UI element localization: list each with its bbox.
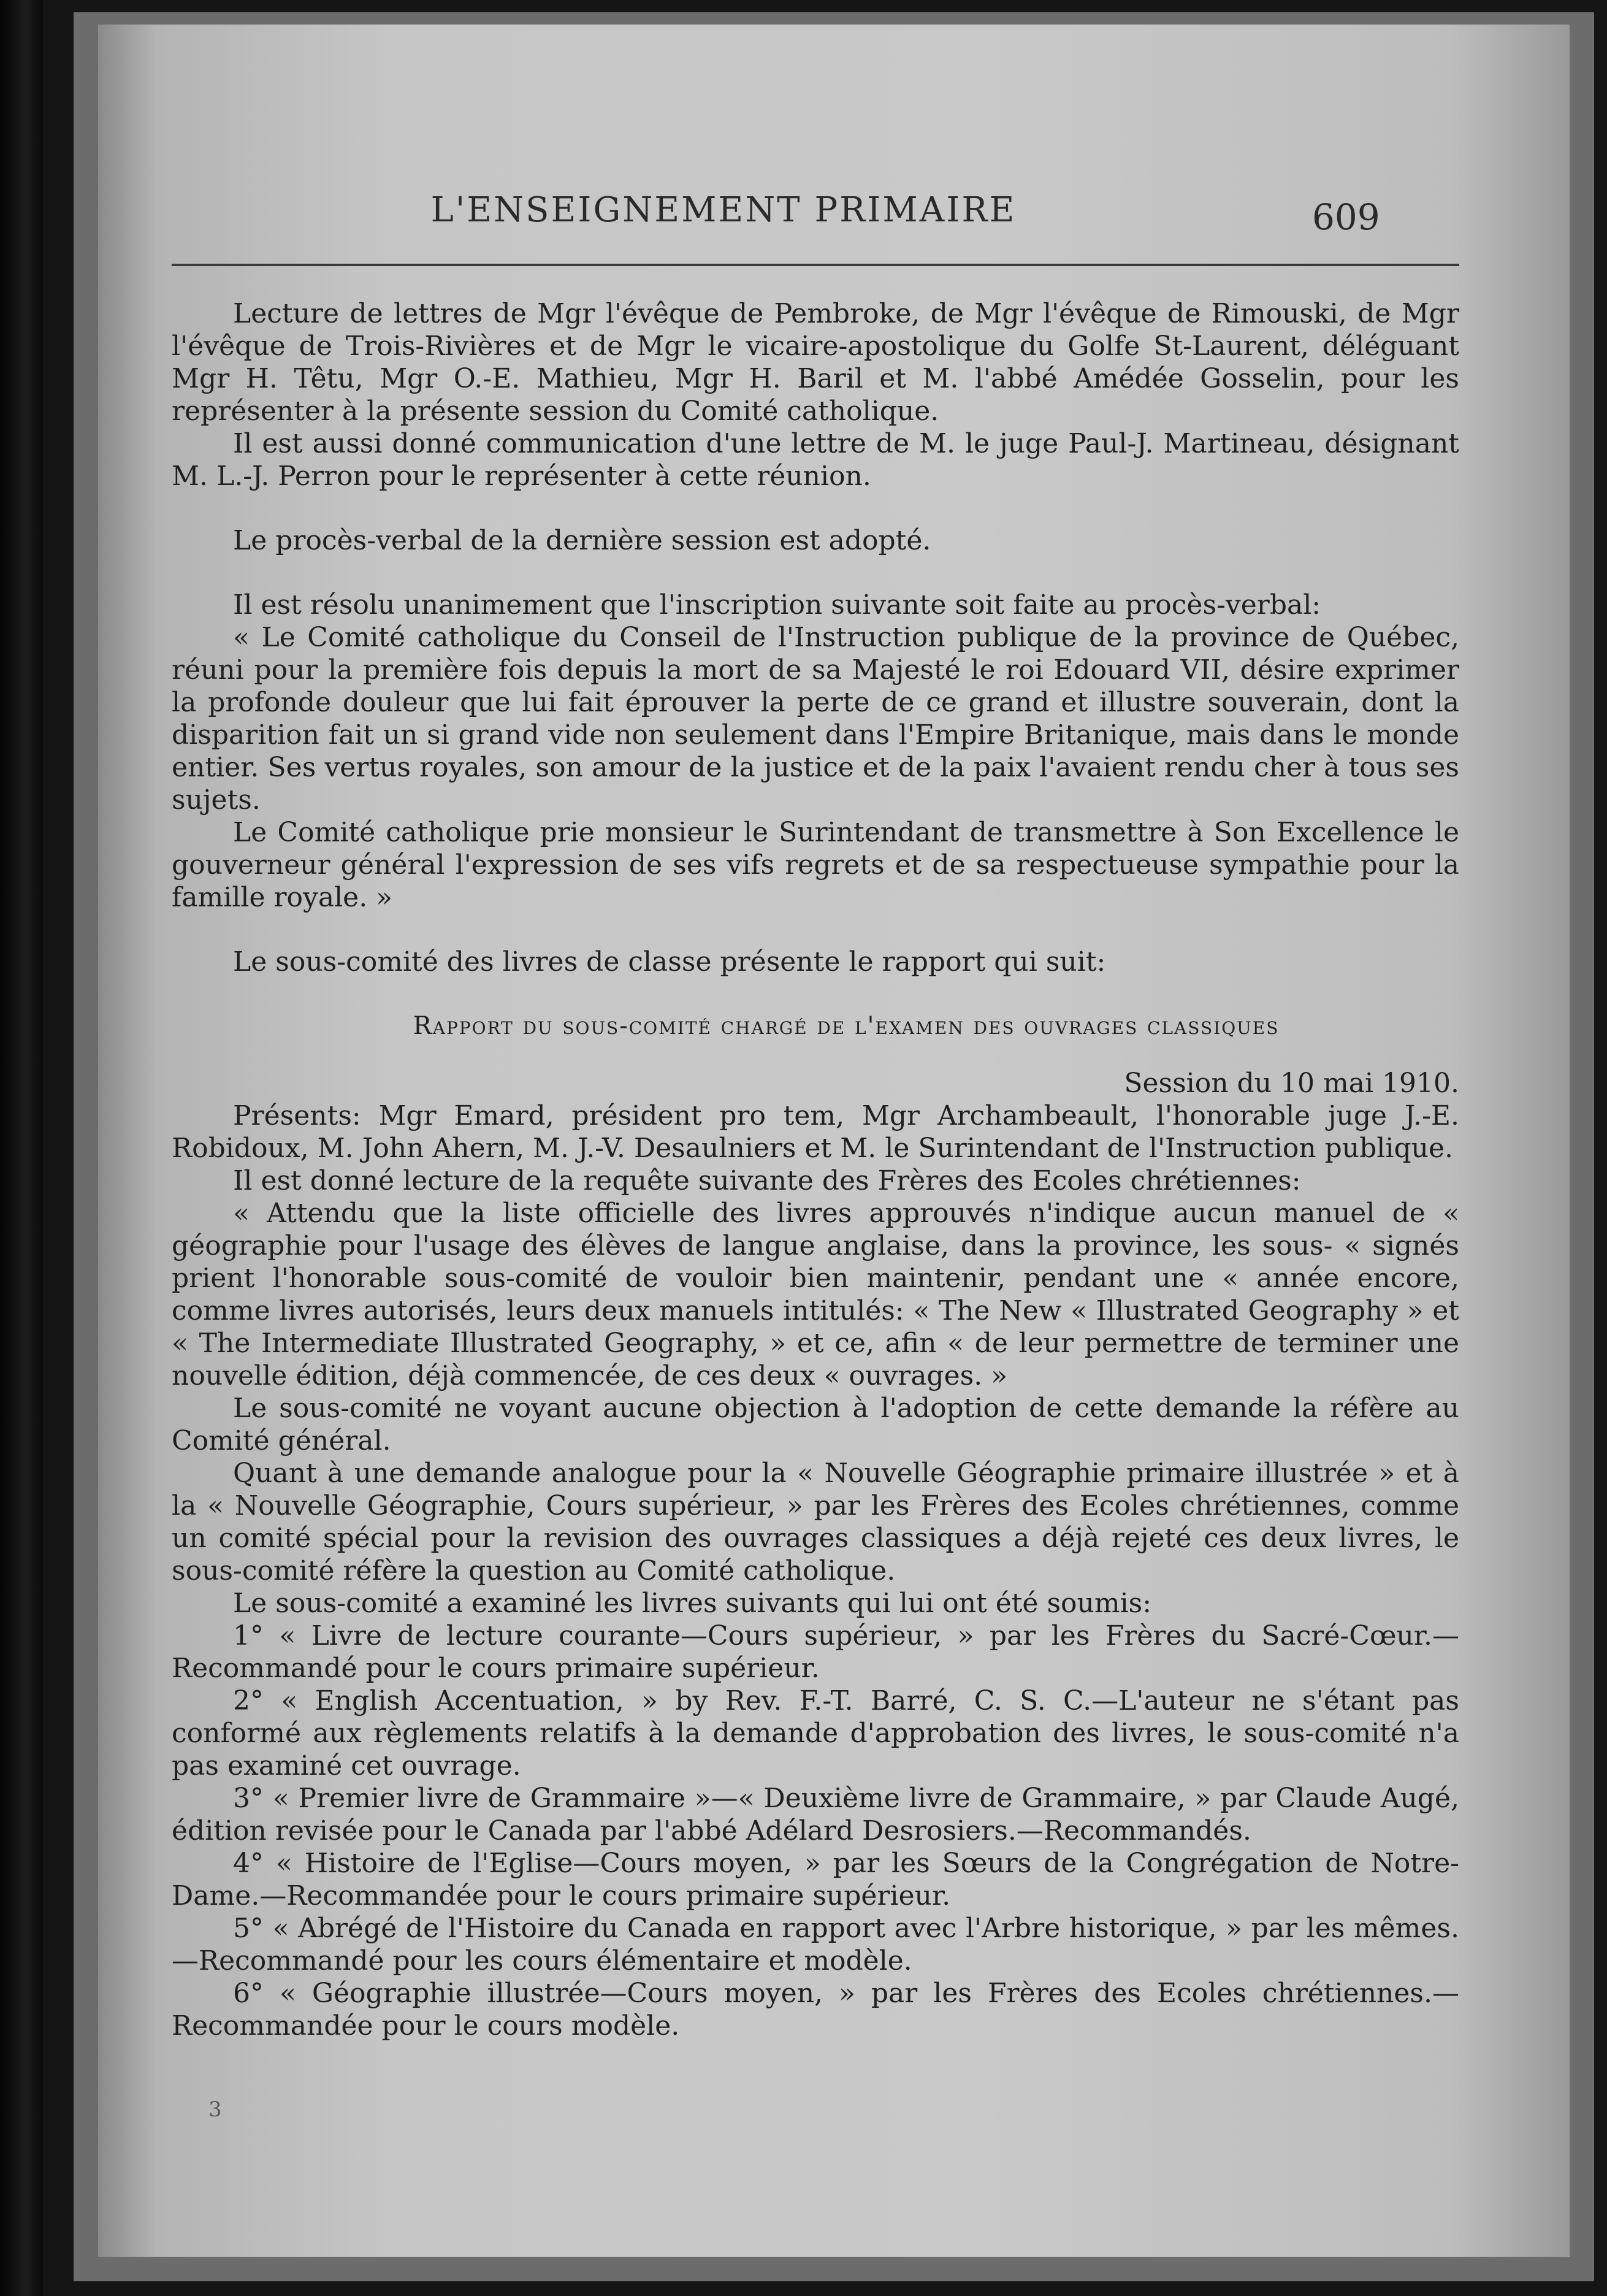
paragraph-present: Présents: Mgr Emard, président pro tem, Mgr Archambeault, l'honorable juge J.-E. Robidoux, M. John Ahern, M. J.-V. Desaulniers et M. le Surintendant de l'Instruction publique. [172,1100,1459,1164]
scan-edge [0,0,43,2296]
paragraph-inscription: « Le Comité catholique du Conseil de l'Instruction publique de la province de Québec, réuni pour la première fois depuis la mort de sa Majesté le roi Edouard VII, désire exprimer la profonde douleur que lui fait éprouver la perte de ce grand et illustre souverain, dont la disparition fait un si grand vide non seulement dans l'Empire Britanique, mais dans le monde entier. Ses vertus royales, son amour de la justice et de la paix l'avaient rendu cher à tous ses sujets. [172,622,1459,816]
document-page [98,25,1570,2257]
paragraph-analogous-request: Quant à une demande analogue pour la « Nouvelle Géographie primaire illustrée » et à la « Nouvelle Géographie, Cours supérieur, » par les Frères des Ecoles chrétiennes, comme un comité spécial pour la revision des ouvrages classiques a déjà rejeté ces deux livres, le sous-comité réfère la question au Comité catholique. [172,1458,1459,1586]
list-item: 2° « English Accentuation, » by Rev. F.-T. Barré, C. S. C.—L'auteur ne s'étant pas conformé aux règlements relatifs à la demande d'approbation des livres, le sous-comité n'a pas examiné cet ouvrage. [172,1685,1459,1781]
paragraph-no-objection: Le sous-comité ne voyant aucune objection à l'adoption de cette demande la réfère au Comité général. [172,1393,1459,1456]
list-item: 5° « Abrégé de l'Histoire du Canada en rapport avec l'Arbre historique, » par les mêmes.—Recommandé pour les cours élémentaire et modèle. [172,1913,1459,1976]
paragraph-letters: Lecture de lettres de Mgr l'évêque de Pembroke, de Mgr l'évêque de Rimouski, de Mgr l'évêque de Trois-Rivières et de Mgr le vicaire-apostolique du Golfe St-Laurent, déléguant Mgr H. Têtu, Mgr O.-E. Mathieu, Mgr H. Baril et M. l'abbé Amédée Gosselin, pour les représenter à la présente session du Comité catholique. [172,298,1459,427]
list-item: 3° « Premier livre de Grammaire »—« Deuxième livre de Grammaire, » par Claude Augé, édition revisée pour le Canada par l'abbé Adélard Desrosiers.—Recommandés. [172,1783,1459,1846]
list-item: 4° « Histoire de l'Eglise—Cours moyen, » par les Sœurs de la Congrégation de Notre-Dame.—Recommandée pour le cours primaire supérieur. [172,1848,1459,1911]
header-rule [172,264,1459,266]
list-item: 1° « Livre de lecture courante—Cours supérieur, » par les Frères du Sacré-Cœur.—Recommandé pour le cours primaire supérieur. [172,1620,1459,1684]
report-heading: Rapport du sous-comité chargé de l'examen des ouvrages classiques [413,1012,1280,1040]
paragraph-request: Il est donné lecture de la requête suivante des Frères des Ecoles chrétiennes: [233,1165,1301,1196]
paragraph-resolution: Il est résolu unanimement que l'inscription suivante soit faite au procès-verbal: [233,589,1321,621]
body-text [172,297,1459,2042]
paragraph-communication: Il est aussi donné communication d'une lettre de M. le juge Paul-J. Martineau, désignant M. L.-J. Perron pour le représenter à cette réunion. [172,428,1459,492]
paragraph-proces-verbal: Le procès-verbal de la dernière session est adopté. [233,525,931,556]
paragraph-report-intro: Le sous-comité des livres de classe présente le rapport qui suit: [233,946,1106,978]
paragraph-condolences: Le Comité catholique prie monsieur le Surintendant de transmettre à Son Excellence le gouverneur général l'expression de ses vifs regrets et de sa respectueuse sympathie pour la famille royale. » [172,817,1459,913]
signature-mark: 3 [208,2097,222,2122]
list-item: 6° « Géographie illustrée—Cours moyen, » par les Frères des Ecoles chrétiennes.—Recommandée pour le cours modèle. [172,1978,1459,2042]
page-number: 609 [1312,196,1380,238]
paragraph-request-quote: « Attendu que la liste officielle des livres approuvés n'indique aucun manuel de « géographie pour l'usage des élèves de langue anglaise, dans la province, les sous- « signés prient l'honorable sous-comité de vouloir bien maintenir, pendant une « année encore, comme livres autorisés, leurs deux manuels intitulés: « The New « Illustrated Geography » et « The Intermediate Illustrated Geography, » et ce, afin « de leur permettre de terminer une nouvelle édition, déjà commencée, de ces deux « ouvrages. » [172,1198,1459,1391]
running-title: L'ENSEIGNEMENT PRIMAIRE [430,190,1017,230]
session-date: Session du 10 mai 1910. [1124,1068,1459,1099]
paragraph-examined: Le sous-comité a examiné les livres suivants qui lui ont été soumis: [233,1588,1152,1619]
